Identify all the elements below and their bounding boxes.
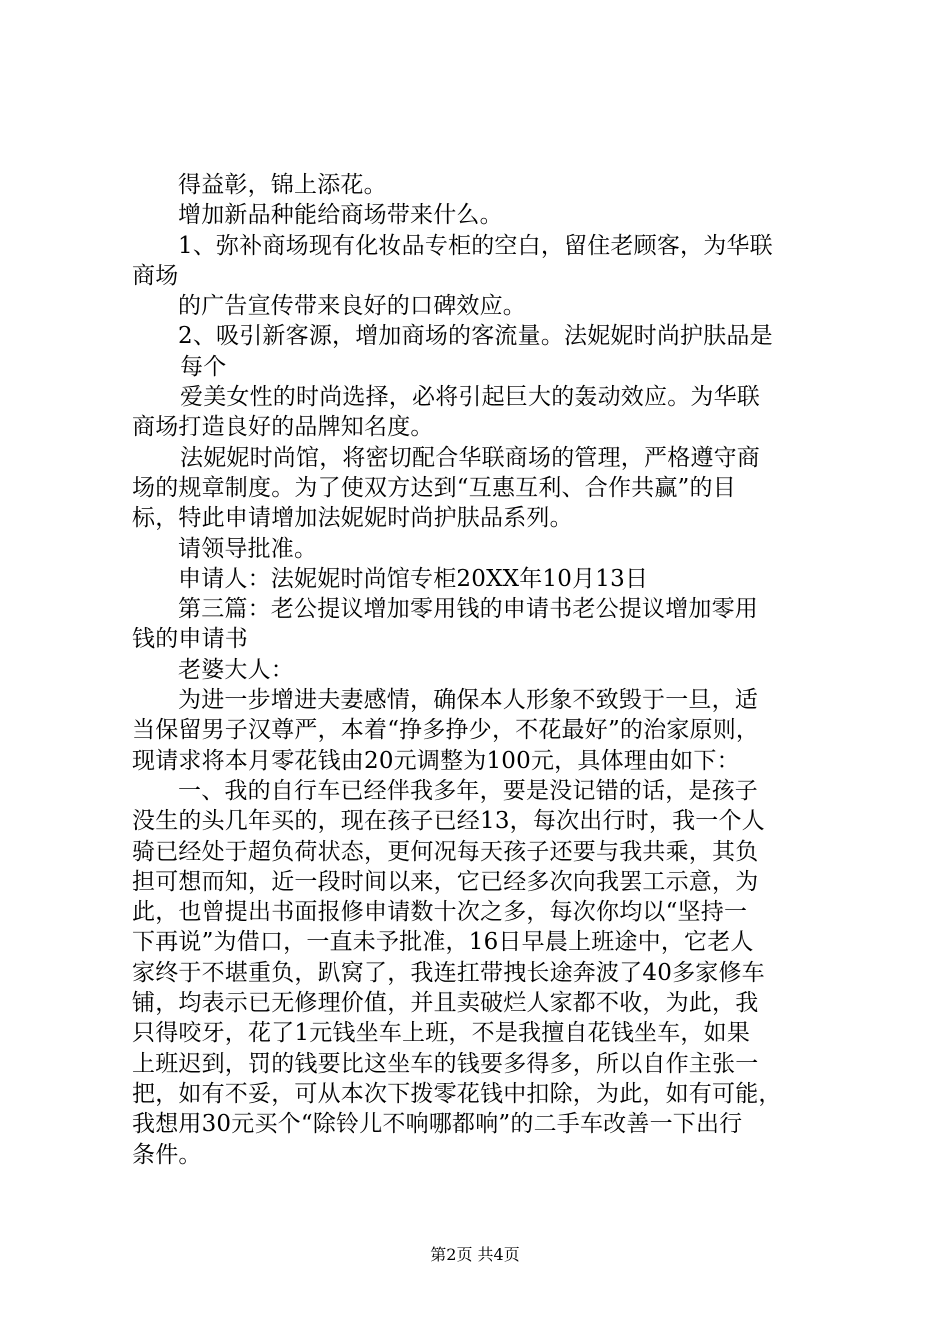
text-line: 每个 bbox=[180, 353, 227, 380]
text-line: 为进一步增进夫妻感情，确保本人形象不致毁于一旦，适 bbox=[178, 687, 758, 714]
text-line: 现请求将本月零花钱由20元调整为100元，具体理由如下： bbox=[132, 747, 740, 774]
text-line: 当保留男子汉尊严，本着“挣多挣少，不花最好”的治家原则， bbox=[132, 717, 760, 744]
text-line: 爱美女性的时尚选择，必将引起巨大的轰动效应。为华联 bbox=[180, 384, 760, 411]
text-line: 我想用30元买个“除铃儿不响哪都响”的二手车改善一下出行 bbox=[132, 1111, 743, 1138]
text-line: 场的规章制度。为了使双方达到“互惠互利、合作共赢”的目 bbox=[132, 474, 736, 501]
text-line: 家终于不堪重负，趴窝了，我连扛带拽长途奔波了40多家修车 bbox=[132, 959, 765, 986]
text-line: 没生的头几年买的，现在孩子已经13，每次出行时，我一个人 bbox=[132, 808, 765, 835]
text-line: 此，也曾提出书面报修申请数十次之多，每次你均以“坚持一 bbox=[132, 899, 748, 926]
text-line: 第三篇：老公提议增加零用钱的申请书老公提议增加零用 bbox=[178, 596, 758, 623]
text-line: 的广告宣传带来良好的口碑效应。 bbox=[178, 293, 526, 320]
text-line: 请领导批准。 bbox=[178, 535, 318, 562]
text-line: 老婆大人： bbox=[178, 656, 294, 683]
text-line: 得益彰，锦上添花。 bbox=[178, 172, 387, 198]
text-line: 钱的申请书 bbox=[132, 626, 248, 653]
text-line: 法妮妮时尚馆，将密切配合华联商场的管理，严格遵守商 bbox=[180, 444, 760, 471]
text-line: 条件。 bbox=[132, 1141, 202, 1168]
text-line: 只得咬牙，花了1元钱坐车上班，不是我擅自花钱坐车，如果 bbox=[132, 1020, 751, 1047]
text-line: 2、吸引新客源，增加商场的客流量。法妮妮时尚护肤品是 bbox=[178, 323, 773, 350]
document-body bbox=[132, 170, 832, 1170]
text-line: 增加新品种能给商场带来什么。 bbox=[178, 202, 503, 229]
page-footer bbox=[0, 1245, 950, 1265]
text-line: 一、我的自行车已经伴我多年，要是没记错的话，是孩子 bbox=[178, 777, 758, 804]
text-line: 商场 bbox=[132, 262, 179, 289]
text-line: 1、弥补商场现有化妆品专柜的空白，留住老顾客，为华联 bbox=[178, 232, 773, 259]
text-line: 标，特此申请增加法妮妮时尚护肤品系列。 bbox=[132, 505, 573, 532]
text-line: 商场打造良好的品牌知名度。 bbox=[132, 414, 434, 441]
text-line: 申请人：法妮妮时尚馆专柜20XX年10月13日 bbox=[178, 565, 649, 592]
page-number: 第2页 共4页 bbox=[430, 1245, 520, 1264]
text-line: 把，如有不妥，可从本次下拨零花钱中扣除，为此，如有可能， bbox=[132, 1080, 782, 1107]
text-line: 铺，均表示已无修理价值，并且卖破烂人家都不收，为此，我 bbox=[132, 990, 759, 1017]
text-line: 上班迟到，罚的钱要比这坐车的钱要多得多，所以自作主张一 bbox=[132, 1050, 759, 1077]
text-line: 担可想而知，近一段时间以来，它已经多次向我罢工示意，为 bbox=[132, 868, 759, 895]
text-line: 骑已经处于超负荷状态，更何况每天孩子还要与我共乘，其负 bbox=[132, 838, 759, 865]
text-line: 下再说”为借口，一直未予批准，16日早晨上班途中，它老人 bbox=[132, 929, 754, 956]
